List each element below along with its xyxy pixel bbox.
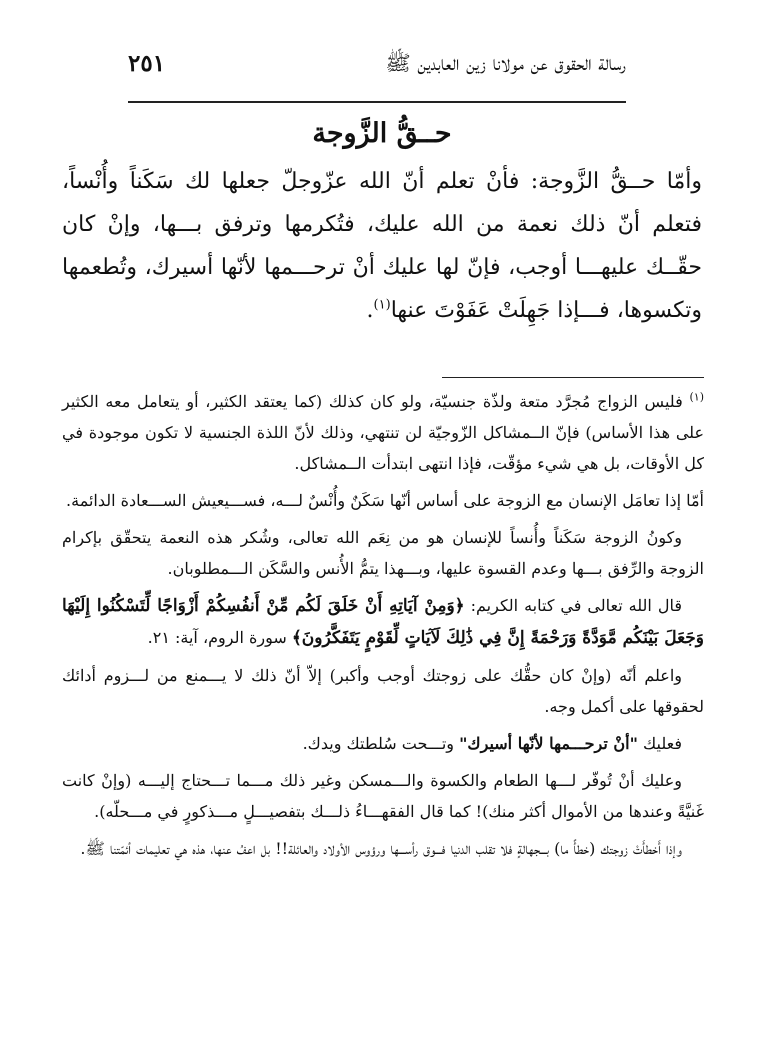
main-text-end: . [366,298,374,323]
page-header [120,48,640,88]
footnote-reference[interactable]: (١) [373,297,391,313]
main-paragraph [62,160,702,332]
running-title: رسالة الحقوق عن مولانا زين العابدين ﷺ [385,51,626,75]
page-number: ٢٥١ [128,50,166,77]
footnote-paragraph [62,728,704,759]
footnote-paragraph: أمّا إذا تعامَل الإنسان مع الزوجة على أساس أنّها سَكَنٌ وأُنْسٌ لـــه، فســـيعيش الســـعادة الدائمة. [66,491,704,510]
footnote-paragraph [62,590,704,654]
footnote-paragraph: واعلم أنّه (وإنْ كان حقُّك على زوجتك أوجب وأكبر) إلاّ أنّ ذلك لا يـــمنع من لـــزوم أدائك لحقوقها على أكمل وجه. [62,666,704,716]
header-divider [128,101,626,103]
footnote-divider [442,377,704,378]
quran-verse: ﴿وَمِنْ آيَاتِهِ أَنْ خَلَقَ لَكُم مِّنْ أَنفُسِكُمْ أَزْوَاجًا لِّتَسْكُنُوا إِلَيْهَا وَجَعَلَ بَيْنَكُم مَّوَدَّةً وَرَحْمَةً إِنَّ فِي ذَٰلِكَ لَآيَاتٍ لِّقَوْمٍ يَتَفَكَّرُونَ﴾ [62,596,704,648]
footnote-text: وتـــحت سُلطتك ويدك. [302,734,460,753]
footnote-paragraph: وعليك أنْ تُوفّر لـــها الطعام والكسوة والـــمسكن وغير ذلك مـــما تـــحتاج إليـــه (وإنْ كانت غَنيَّةً وعندها من الأموال أكثر منك)! كما قال الفقهـــاءُ ذلـــك بتفصيـــلٍ مـــذكورٍ في مـــحلّه). [62,771,704,821]
quoted-phrase: "أنْ ترحـــمها لأنّها أسيرك" [459,734,638,753]
main-text: وأمّا حــقُّ الزَّوجة: فأنْ تعلم أنّ الله عزّوجلّ جعلها لك سَكَناً وأُنْساً، فتعلم أنّ ذلك نعمة من الله عليك، فتُكرمها وترفق بـــها، وإنْ كان حقّــك عليهـــا أوجب، فإنّ لها عليك أنْ ترحـــمها لأنّها أسيرك، وتُطعمها وتكسوها، فـــإذا جَهِلَتْ عَفَوْتَ عنها [62,169,702,323]
footnote-paragraph: وكونُ الزوجة سَكَناً وأُنساً للإنسان هو من نِعَم الله تعالى، وشُكر هذه النعمة يتحقّق بإكرام الزوجة والرِّفق بـــها وعدم القسوة عليها، وبـــهذا يتمُّ الأُنس والسَّكَن الـــمطلوبان. [62,528,704,578]
footnote-text: قال الله تعالى في كتابه الكريم: [464,596,683,615]
section-title: حــقُّ الزَّوجة [312,118,452,149]
footnote-paragraph [62,386,704,479]
footnotes [62,386,704,870]
footnote-text: سورة الروم، آية: ٢١. [147,628,292,647]
footnote-text: فعليك [637,734,682,753]
footnote-marker: (١) [689,390,704,404]
footnote-text: فليس الزواج مُجرَّد متعة ولذّة جنسيّة، ولو كان كذلك (كما يعتقد الكثير، أو يتعامل معه الكثير على هذا الأساس) فإنّ الــمشاكل الزّوجيّة لن تنتهي، وذلك لأنّ اللذة الجنسية لا تكون موجودة في كل الأوقات، بل هي شيء مؤقّت، فإذا انتهى ابتدأت الــمشاكل. [62,392,704,473]
footnote-paragraph: وإذا أَخطأَتْ زوجتك (خطأً ما) بـــجهالةٍ فلا تقلب الدنيا فـــوق رأســـها ورؤوس الأولاد والعائلة!! بل اعفُ عنها، هذه هي تعليمات أئمّتنا ﷺ. [80,839,682,858]
